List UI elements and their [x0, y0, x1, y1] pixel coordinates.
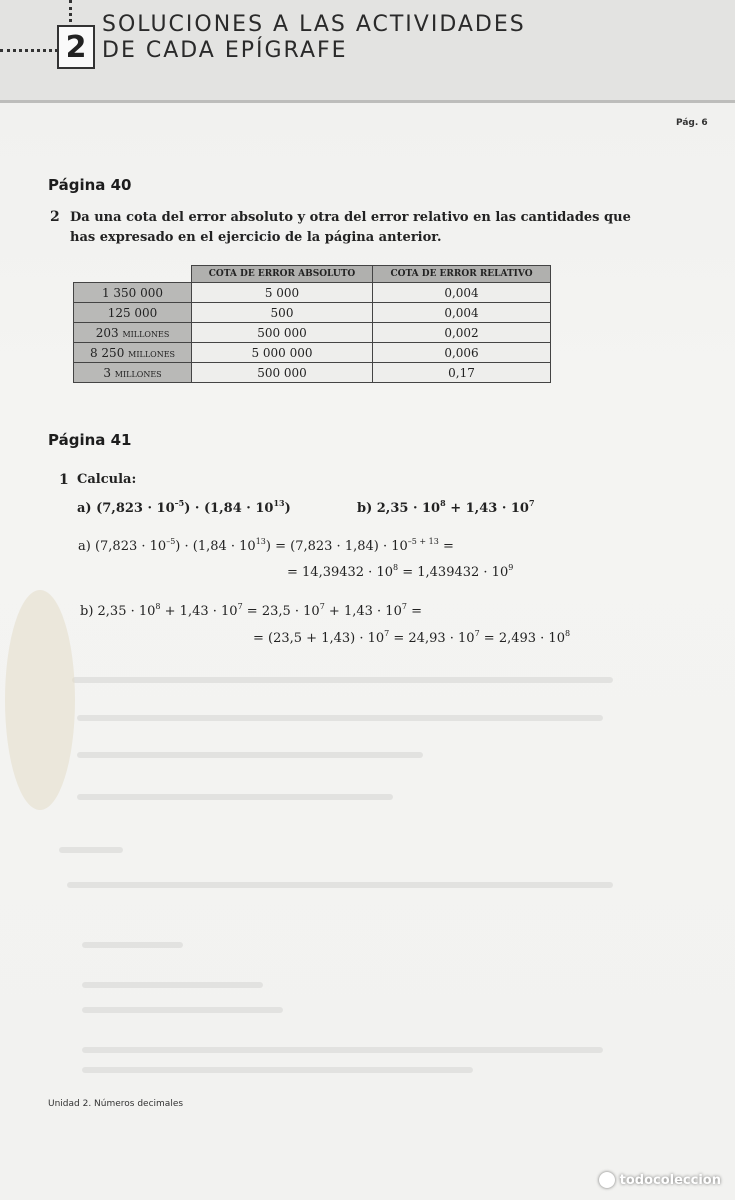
prompt-a: a) $(7,823 \cdot 10^{-5}) \cdot (1,84 \cdot 10^{13})$	[77, 498, 291, 516]
chapter-title	[102, 12, 526, 64]
dotted-rule	[0, 49, 58, 52]
chapter-title-line1: SOLUCIONES A LAS ACTIVIDADES	[102, 12, 526, 37]
exercise-statement	[70, 208, 631, 248]
table-row	[74, 363, 551, 383]
cell-relative: 0,006	[373, 343, 551, 363]
row-quantity: 8 250 millones	[74, 343, 192, 363]
table-row	[74, 343, 551, 363]
row-quantity: 3 millones	[74, 363, 192, 383]
cell-relative: 0,17	[373, 363, 551, 383]
exercise-number: 1	[59, 472, 69, 488]
cell-absolute: 5 000 000	[192, 343, 373, 363]
column-header-absolute: COTA DE ERROR ABSOLUTO	[192, 266, 373, 283]
table-header-row	[74, 266, 551, 283]
cell-absolute: 500 000	[192, 323, 373, 343]
cell-absolute: 500 000	[192, 363, 373, 383]
watermark-logo-icon	[599, 1172, 615, 1188]
table-row	[74, 303, 551, 323]
cell-absolute: 500	[192, 303, 373, 323]
chapter-number: 2	[57, 25, 95, 69]
cell-relative: 0,002	[373, 323, 551, 343]
exercise-statement-line2: has expresado en el ejercicio de la página anterior.	[70, 230, 442, 245]
table-row	[74, 323, 551, 343]
cell-relative: 0,004	[373, 303, 551, 323]
exercise-statement-line1: Da una cota del error absoluto y otra del error relativo en las cantidades que	[70, 210, 631, 225]
table-row	[74, 283, 551, 303]
solution-b-line2: = $(23,5 + 1,43) \cdot 10^7 = 24,93 \cdot 10^7 = 2,493 \cdot 10^8$	[253, 629, 571, 646]
exercise-number: 2	[50, 209, 60, 225]
chapter-header	[0, 0, 735, 103]
prompt-b: b) $2,35 \cdot 10^8 + 1,43 \cdot 10^7$	[357, 498, 535, 516]
solution-b-line1: b) $2,35 \cdot 10^8 + 1,43 \cdot 10^7 = 23,5 \cdot 10^7 + 1,43 \cdot 10^7$ =	[80, 602, 422, 619]
exercise-label: Calcula:	[77, 472, 137, 487]
section-title-pagina-40: Página 40	[48, 176, 132, 194]
row-quantity: 203 millones	[74, 323, 192, 343]
page-number: Pág. 6	[676, 118, 708, 128]
page-footer: Unidad 2. Números decimales	[48, 1099, 184, 1109]
cell-relative: 0,004	[373, 283, 551, 303]
cell-absolute: 5 000	[192, 283, 373, 303]
dotted-rule-vertical	[69, 0, 72, 22]
solution-a-line1: a) $(7,823 \cdot 10^{-5}) \cdot (1,84 \cdot 10^{13}) = (7,823 \cdot 1,84) \cdot 10^{-5 + 13}$ =	[78, 537, 454, 554]
column-header-relative: COTA DE ERROR RELATIVO	[373, 266, 551, 283]
error-bounds-table	[73, 265, 551, 383]
solution-a-line2: = $14,39432 \cdot 10^8 = 1,439432 \cdot 10^9$	[287, 563, 514, 580]
row-quantity: 125 000	[74, 303, 192, 323]
watermark-text: todocoleccion	[619, 1172, 721, 1188]
row-quantity: 1 350 000	[74, 283, 192, 303]
watermark	[599, 1172, 721, 1188]
section-title-pagina-41: Página 41	[48, 431, 132, 449]
table-corner	[74, 266, 192, 283]
chapter-title-line2: DE CADA EPÍGRAFE	[102, 38, 348, 63]
